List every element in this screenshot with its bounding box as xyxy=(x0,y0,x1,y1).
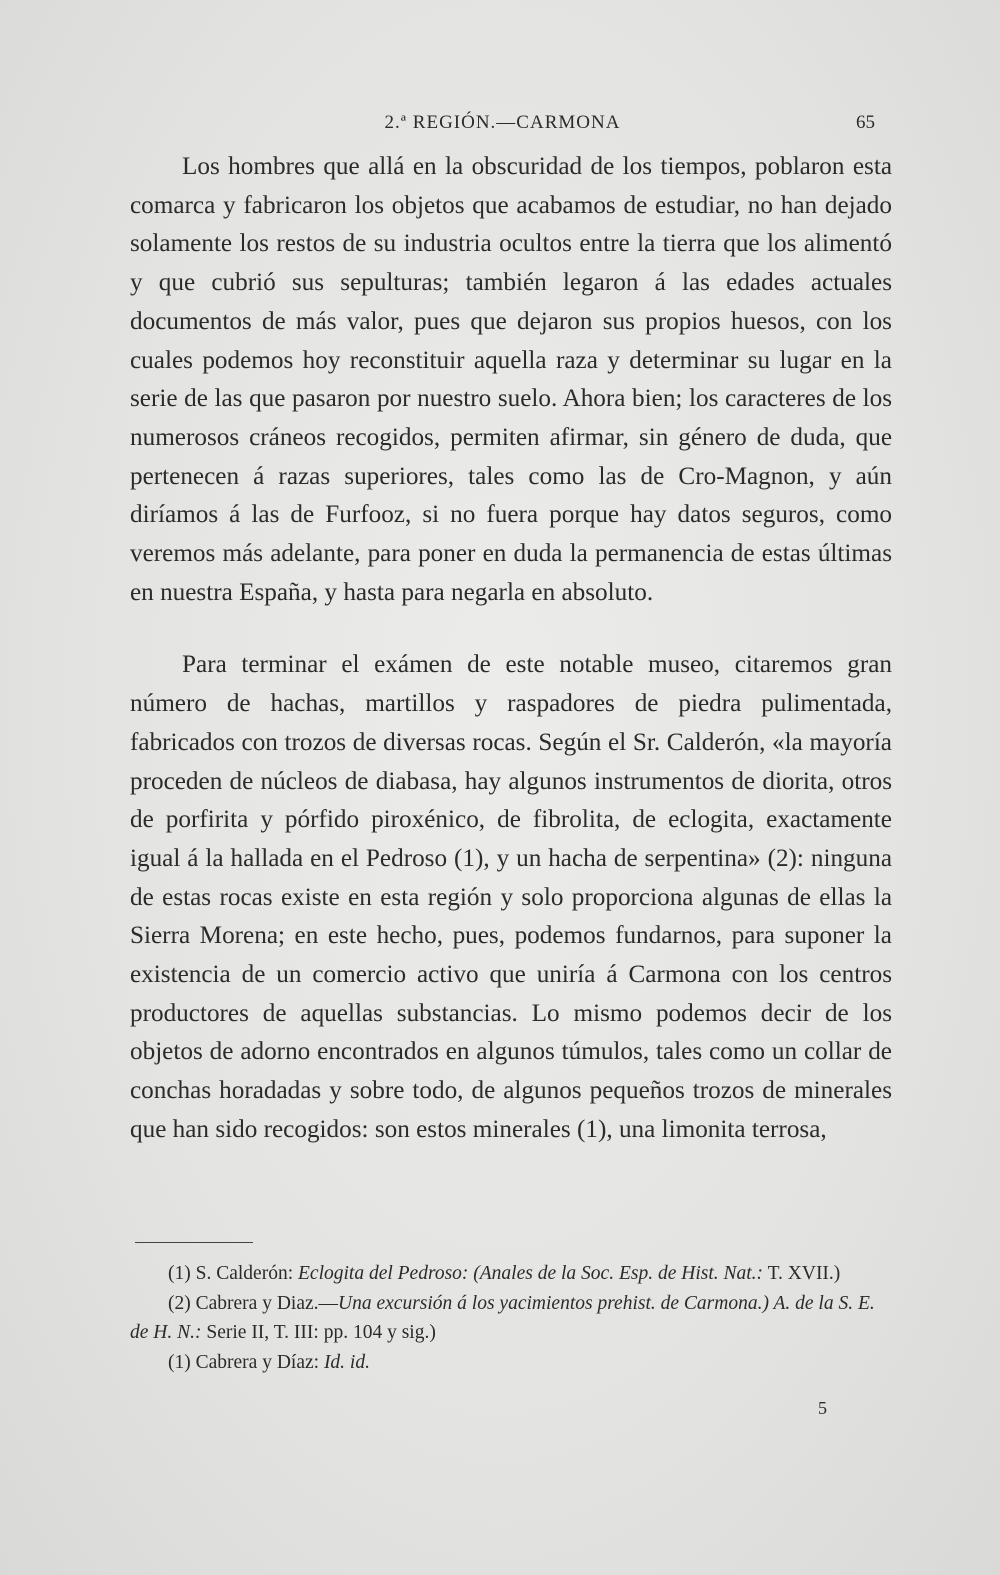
running-title: 2.ª REGIÓN.—CARMONA xyxy=(384,112,621,133)
footnote-2 xyxy=(130,1289,895,1348)
footnote-1-italic: Eclogita del Pedroso: (Anales de la Soc. Esp. de Hist. Nat.: xyxy=(298,1263,764,1284)
footnote-1-text: S. Calderón: xyxy=(195,1263,294,1284)
paragraph-1: Los hombres que allá en la obscuridad de los tiempos, poblaron esta comarca y fabricaron los objetos que acabamos de estudiar, no han dejado solamente los restos de su industria ocultos entre la tierra que los alimentó y que cubrió sus sepulturas; también legaron á las edades actuales documentos de más valor, pues que dejaron sus propios huesos, con los cuales podemos hoy reconstituir aquella raza y determinar su lugar en la serie de las que pasaron por nuestro suelo. Ahora bien; los caracteres de los numerosos cráneos recogidos, permiten afirmar, sin género de duda, que pertenecen á razas superiores, tales como las de Cro-Magnon, y aún diríamos á las de Furfooz, si no fuera porque hay datos seguros, como veremos más adelante, para poner en duda la permanencia de estas últimas en nuestra España, y hasta para negarla en absoluto. xyxy=(130,153,892,606)
footnote-3-italic: Id. id. xyxy=(323,1351,370,1373)
footnote-3-marker: (1) xyxy=(168,1351,191,1373)
footnote-1-tail: T. XVII.) xyxy=(767,1263,841,1284)
footnote-2-italic: Una excursión á los yacimientos prehist. de Carmona.) A. de la S. E. de H. N.: xyxy=(130,1292,875,1343)
footnote-1 xyxy=(130,1259,895,1289)
signature-mark: 5 xyxy=(818,1398,827,1418)
footnote-divider xyxy=(135,1242,253,1243)
footnote-2-text: Cabrera y Diaz.— xyxy=(195,1292,339,1314)
footnote-2-tail: Serie II, T. III: pp. 104 y sig.) xyxy=(206,1322,436,1343)
running-head xyxy=(130,108,875,136)
footnote-3 xyxy=(130,1348,895,1378)
paragraph-2: Para terminar el exámen de este notable museo, citaremos gran número de hachas, martillos y raspadores de piedra pulimentada, fabricados con trozos de diversas rocas. Según el Sr. Calderón, «la mayoría proceden de núcleos de diabasa, hay algunos instrumentos de diorita, otros de porfirita y pórfido piroxénico, de fibrolita, de eclogita, exactamente igual á la hallada en el Pedroso (1), y un hacha de serpentina» (2): ninguna de estas rocas existe en esta región y solo proporciona algunas de ellas la Sierra Morena; en este hecho, pues, podemos fundarnos, para suponer la existencia de un comercio activo que uniría á Carmona con los centros productores de aquellas substancias. Lo mismo podemos decir de los objetos de adorno encontrados en algunos túmulos, tales como un collar de conchas horadadas y sobre todo, de algunos pequeños trozos de minerales que han sido recogidos: son estos minerales (1), una limonita terrosa, xyxy=(130,651,892,1143)
footnote-1-marker: (1) xyxy=(168,1263,191,1284)
body-text xyxy=(130,148,892,1150)
page-number: 65 xyxy=(856,112,875,133)
footnote-3-text: Cabrera y Díaz: xyxy=(195,1351,320,1373)
footnote-2-marker: (2) xyxy=(168,1292,191,1314)
footnotes xyxy=(130,1259,895,1377)
